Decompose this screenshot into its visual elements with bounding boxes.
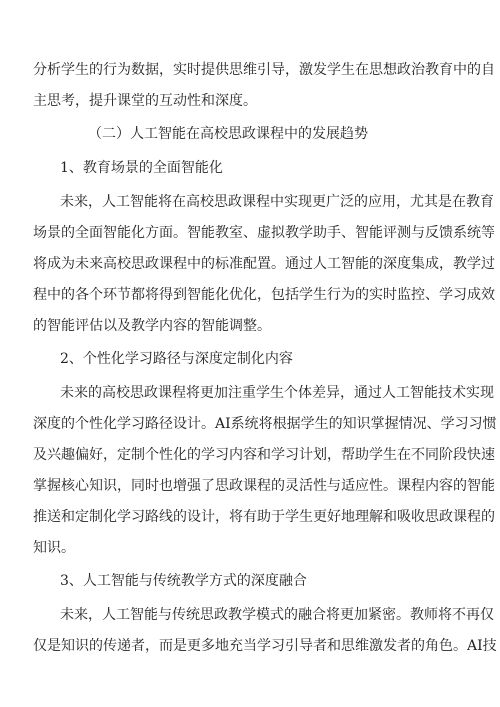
section-heading: （二）人工智能在高校思政课程中的发展趋势 (88, 126, 368, 142)
body-text-line: 未来，人工智能与传统思政教学模式的融合将更加紧密。教师将不再仅 (60, 607, 494, 623)
body-text-line: 及兴趣偏好，定制个性化的学习内容和学习计划，帮助学生在不同阶段快速 (33, 447, 495, 463)
body-text-line: 将成为未来高校思政课程中的标准配置。通过人工智能的深度集成，教学过 (33, 256, 495, 272)
body-text-line: 深度的个性化学习路径设计。AI系统将根据学生的知识掌握情况、学习习惯 (33, 416, 497, 432)
body-text-line: 仅是知识的传递者，而是更多地充当学习引导者和思维激发者的角色。AI技 (33, 638, 497, 654)
body-text-line: 程中的各个环节都将得到智能化优化，包括学生行为的实时监控、学习成效 (33, 287, 495, 303)
subsection-heading: 3、人工智能与传统教学方式的深度融合 (60, 573, 307, 589)
body-text-line: 推送和定制化学习路线的设计，将有助于学生更好地理解和吸收思政课程的 (33, 509, 495, 525)
body-text-line: 未来的高校思政课程将更加注重学生个体差异，通过人工智能技术实现 (60, 385, 494, 401)
body-text-line: 知识。 (33, 540, 75, 556)
body-text-line: 分析学生的行为数据，实时提供思维引导，激发学生在思想政治教育中的自 (33, 62, 495, 78)
body-text-line: 掌握核心知识，同时也增强了思政课程的灵活性与适应性。课程内容的智能 (33, 478, 495, 494)
subsection-heading: 1、教育场景的全面智能化 (60, 160, 223, 176)
subsection-heading: 2、个性化学习路径与深度定制化内容 (60, 351, 293, 367)
body-text-line: 场景的全面智能化方面。智能教室、虚拟教学助手、智能评测与反馈系统等 (33, 225, 495, 241)
body-text-line: 未来，人工智能将在高校思政课程中实现更广泛的应用，尤其是在教育 (60, 194, 494, 210)
body-text-line: 的智能评估以及教学内容的智能调整。 (33, 318, 271, 334)
body-text-line: 主思考，提升课堂的互动性和深度。 (33, 93, 257, 109)
